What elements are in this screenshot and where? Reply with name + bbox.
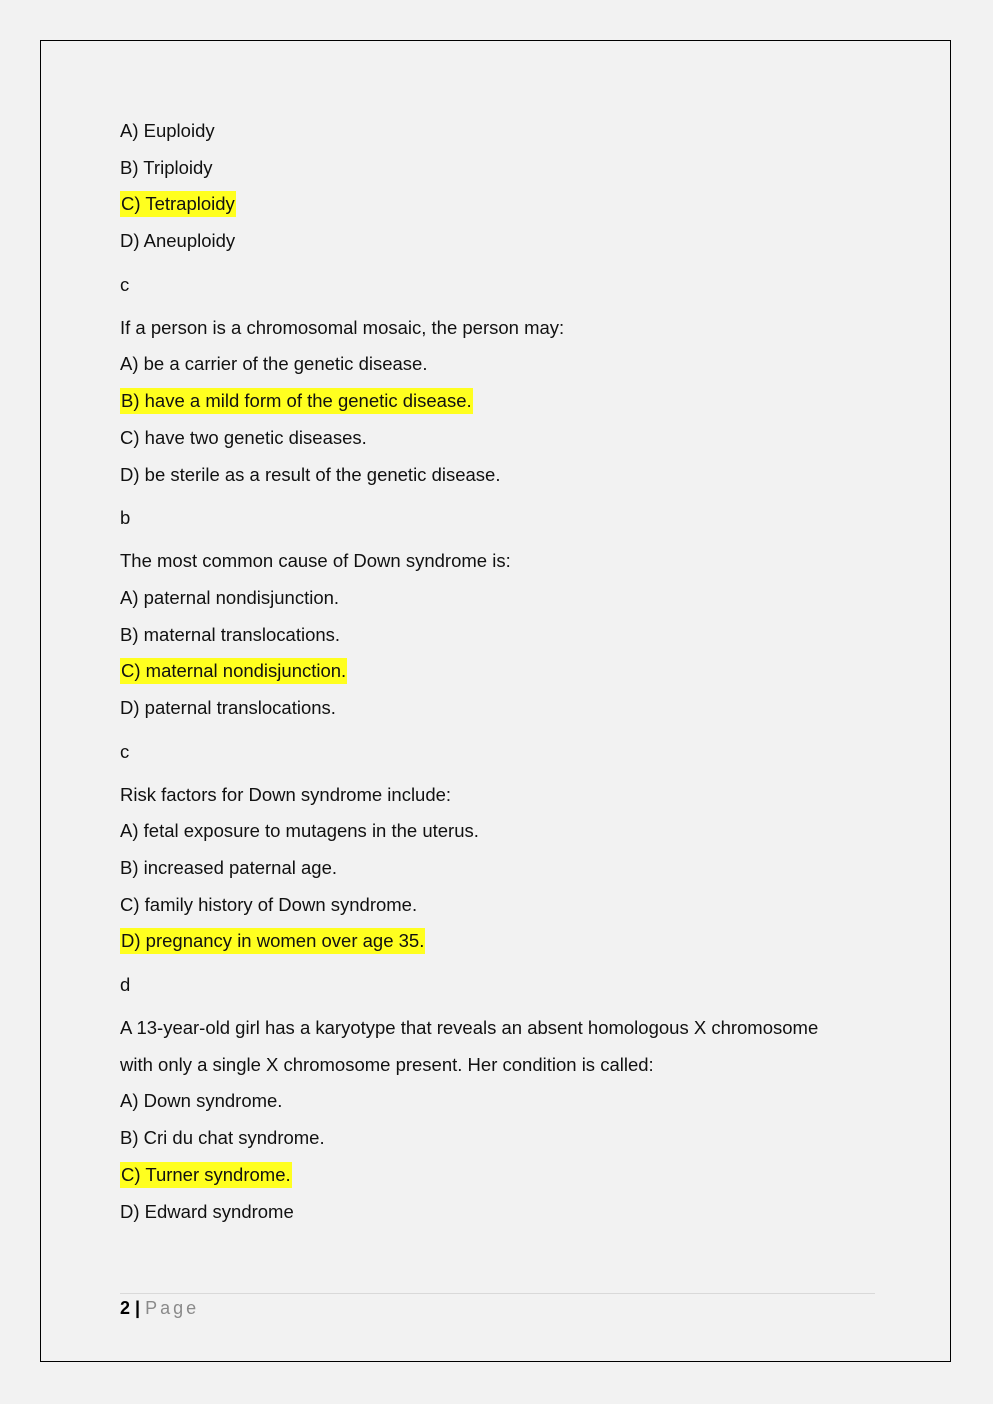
answer-option-text: D) Aneuploidy xyxy=(120,230,236,252)
question-block xyxy=(120,1010,880,1230)
question-stem-text: The most common cause of Down syndrome is: xyxy=(120,550,511,572)
question-stem xyxy=(120,1047,880,1084)
answer-option-highlighted: D) pregnancy in women over age 35. xyxy=(120,928,425,954)
answer-option xyxy=(120,383,880,420)
answer-option xyxy=(120,223,880,260)
answer-option-text: B) Triploidy xyxy=(120,156,213,178)
footer-separator: | xyxy=(135,1298,141,1318)
page-number: 2 xyxy=(120,1298,131,1318)
answer-option xyxy=(120,150,880,187)
question-stem xyxy=(120,310,880,347)
page-footer xyxy=(120,1296,199,1320)
answer-option-text: A) Euploidy xyxy=(120,120,215,141)
answer-option xyxy=(120,457,880,494)
answer-key xyxy=(120,260,880,310)
footer-divider xyxy=(120,1293,875,1294)
answer-key-letter: c xyxy=(120,273,130,295)
answer-option xyxy=(120,346,880,383)
answer-option-text: B) Cri du chat syndrome. xyxy=(120,1127,325,1149)
answer-option xyxy=(120,1083,880,1120)
answer-option xyxy=(120,113,880,150)
answer-option xyxy=(120,887,880,924)
answer-key-letter: b xyxy=(120,507,131,529)
question-block xyxy=(120,310,880,543)
answer-key xyxy=(120,493,880,543)
answer-option xyxy=(120,923,880,960)
answer-option-text: C) have two genetic diseases. xyxy=(120,426,367,448)
answer-option-highlighted: B) have a mild form of the genetic disease. xyxy=(120,388,473,414)
question-block xyxy=(120,543,880,776)
question-stem-text: If a person is a chromosomal mosaic, the person may: xyxy=(120,316,565,338)
page-label: Page xyxy=(145,1298,200,1318)
answer-key-letter: c xyxy=(120,740,130,762)
answer-option-text: A) be a carrier of the genetic disease. xyxy=(120,353,428,375)
answer-option xyxy=(120,1120,880,1157)
answer-option xyxy=(120,1157,880,1194)
question-stem xyxy=(120,1010,880,1047)
question-stem-text: Risk factors for Down syndrome include: xyxy=(120,783,452,805)
answer-option xyxy=(120,690,880,727)
answer-option xyxy=(120,186,880,223)
answer-key xyxy=(120,960,880,1010)
answer-key xyxy=(120,727,880,777)
question-stem-text: A 13-year-old girl has a karyotype that reveals an absent homologous X chromosome xyxy=(120,1017,819,1039)
question-stem-text: with only a single X chromosome present. Her condition is called: xyxy=(120,1053,654,1075)
answer-option xyxy=(120,420,880,457)
question-block xyxy=(120,777,880,1010)
question-stem xyxy=(120,777,880,814)
answer-option xyxy=(120,850,880,887)
answer-key-letter: d xyxy=(120,974,131,996)
answer-option-text: A) paternal nondisjunction. xyxy=(120,586,340,608)
answer-option xyxy=(120,813,880,850)
answer-option-text: A) fetal exposure to mutagens in the uterus. xyxy=(120,820,479,842)
answer-option xyxy=(120,653,880,690)
answer-option xyxy=(120,617,880,654)
answer-option-text: D) paternal translocations. xyxy=(120,696,336,718)
answer-option-text: D) Edward syndrome xyxy=(120,1200,294,1222)
answer-option xyxy=(120,580,880,617)
answer-option xyxy=(120,1194,880,1231)
answer-option-text: D) be sterile as a result of the genetic disease. xyxy=(120,463,501,485)
question-block xyxy=(120,113,880,310)
answer-option-highlighted: C) Tetraploidy xyxy=(120,191,236,217)
answer-option-highlighted: C) maternal nondisjunction. xyxy=(120,658,347,684)
answer-option-text: B) maternal translocations. xyxy=(120,623,341,645)
document-body xyxy=(120,113,880,1230)
answer-option-text: A) Down syndrome. xyxy=(120,1090,283,1112)
answer-option-text: C) family history of Down syndrome. xyxy=(120,893,418,915)
answer-option-highlighted: C) Turner syndrome. xyxy=(120,1162,292,1188)
question-stem xyxy=(120,543,880,580)
answer-option-text: B) increased paternal age. xyxy=(120,857,337,878)
